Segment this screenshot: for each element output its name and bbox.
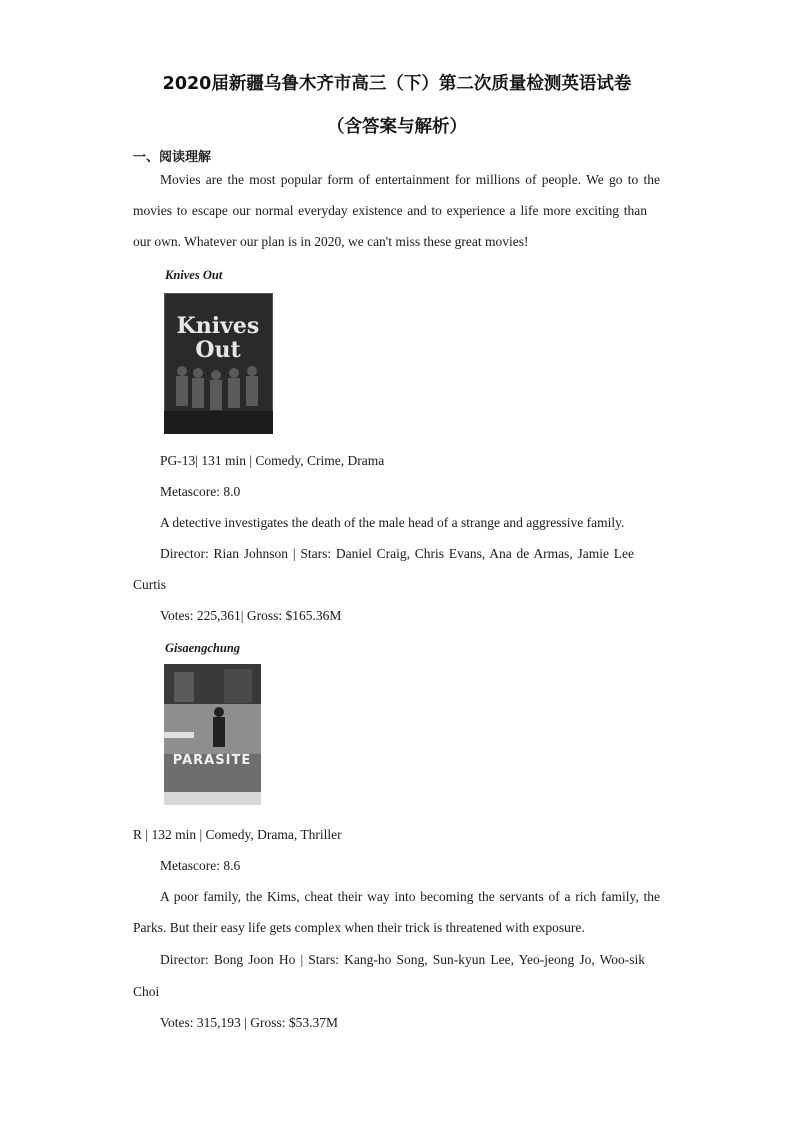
movie-title: Knives Out: [165, 268, 223, 282]
poster-title-text-2: Out: [195, 337, 241, 363]
movie-description: A poor family, the Kims, cheat their way into becoming the servants of a rich family, the: [160, 889, 660, 904]
movie-title: Gisaengchung: [165, 641, 241, 655]
movie-info: PG-13| 131 min | Comedy, Crime, Drama: [160, 453, 385, 468]
intro-line-3: our own. Whatever our plan is in 2020, we can't miss these great movies!: [133, 234, 529, 249]
poster-title-text: Knives: [176, 313, 260, 339]
movie-metascore: Metascore: 8.6: [160, 858, 241, 873]
movie-votes: Votes: 315,193 | Gross: $53.37M: [160, 1015, 338, 1030]
movie-credits-cont: Curtis: [133, 577, 167, 592]
poster-title-text: PARASITE: [172, 753, 252, 768]
document-title: 2020届新疆乌鲁木齐市高三（下）第二次质量检测英语试卷: [162, 74, 632, 94]
movie-poster-knives-out: [164, 293, 273, 434]
movie-description: A detective investigates the death of the male head of a strange and aggressive family.: [160, 515, 625, 530]
section-heading: 一、阅读理解: [133, 150, 212, 165]
movie-description-cont: Parks. But their easy life gets complex when their trick is threatened with exposure.: [133, 920, 585, 935]
movie-votes: Votes: 225,361| Gross: $165.36M: [160, 608, 342, 623]
document-subtitle: （含答案与解析）: [327, 117, 467, 137]
intro-line-2: movies to escape our normal everyday existence and to experience a life more exciting than: [133, 203, 647, 218]
movie-metascore: Metascore: 8.0: [160, 484, 241, 499]
movie-poster-parasite: [164, 664, 261, 805]
intro-line-1: Movies are the most popular form of entertainment for millions of people. We go to the: [160, 172, 660, 187]
movie-credits: Director: Rian Johnson | Stars: Daniel Craig, Chris Evans, Ana de Armas, Jamie Lee: [160, 546, 634, 561]
movie-info: R | 132 min | Comedy, Drama, Thriller: [133, 827, 342, 842]
movie-credits-cont: Choi: [133, 984, 160, 999]
movie-credits: Director: Bong Joon Ho | Stars: Kang-ho Song, Sun-kyun Lee, Yeo-jeong Jo, Woo-sik: [160, 952, 645, 967]
